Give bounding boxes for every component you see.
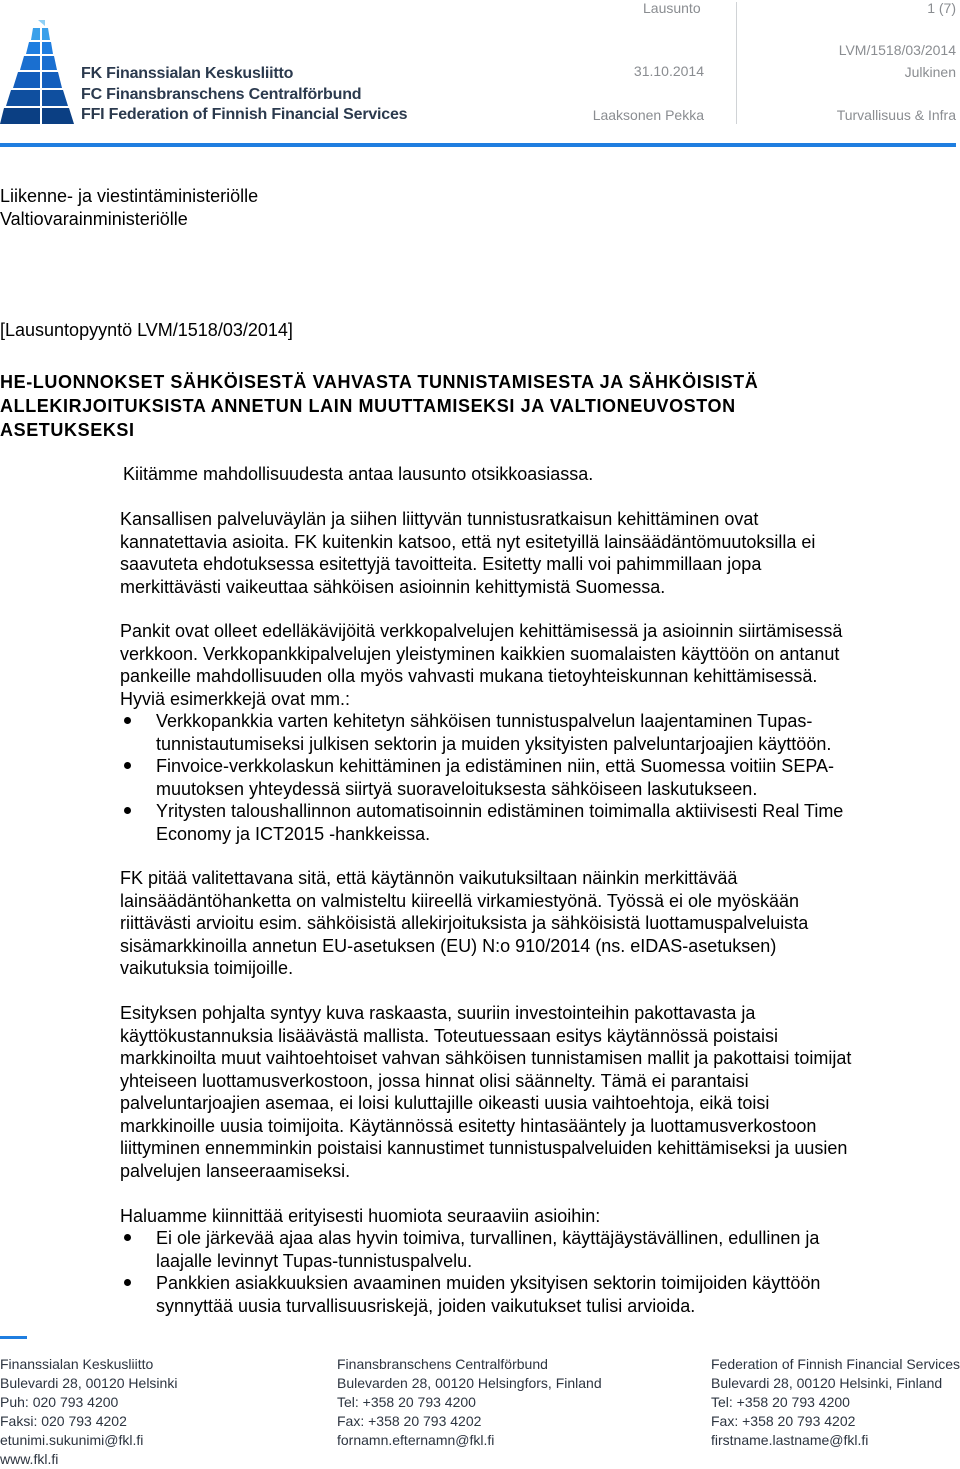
list-item-line: muutoksen yhteydessä siirtyä suoraveloituksesta sähköiseen laskutukseen. xyxy=(156,778,758,799)
doc-type: Lausunto xyxy=(643,0,701,16)
footer-address: Bulevardi 28, 00120 Helsinki, Finland xyxy=(711,1375,943,1391)
paragraph-line: verkkoon. Verkkopankkipalvelujen yleistyminen kaikkien suomalaisten käyttöön on antanut xyxy=(120,643,840,664)
doc-classification: Julkinen xyxy=(904,64,956,80)
list-item-line: Verkkopankkia varten kehitetyn sähköisen tunnistuspalvelun laajentaminen Tupas- xyxy=(156,711,813,731)
list-item-line: Ei ole järkevää ajaa alas hyvin toimiva, turvallinen, käyttäjäystävällinen, edullinen ja xyxy=(156,1228,820,1248)
header-rule xyxy=(0,143,956,147)
footer-org-name: Federation of Finnish Financial Services xyxy=(711,1356,960,1372)
paragraph-pankit xyxy=(120,620,842,710)
paragraph-line: Hyviä esimerkkejä ovat mm.: xyxy=(120,688,351,709)
logo-line-ffi: FFI Federation of Finnish Financial Services xyxy=(81,106,408,123)
recipients xyxy=(0,185,258,230)
footer-org-name: Finansbranschens Centralförbund xyxy=(337,1356,548,1372)
footer-org-name: Finanssialan Keskusliitto xyxy=(0,1356,154,1372)
list-item xyxy=(156,1272,820,1317)
bullet-dot-icon xyxy=(124,762,131,769)
title-line: HE-LUONNOKSET SÄHKÖISESTÄ VAHVASTA TUNNISTAMISESTA JA SÄHKÖISISTÄ xyxy=(0,372,759,392)
footer-fax: Faksi: 020 793 4202 xyxy=(0,1413,127,1429)
paragraph-line: Kansallisen palveluväylän ja siihen liittyvän tunnistusratkaisun kehittäminen ovat xyxy=(120,509,759,529)
list-item-line: laajalle levinnyt Tupas-tunnistuspalvelu. xyxy=(156,1250,473,1271)
logo-line-fc: FC Finansbranschens Centralförbund xyxy=(81,86,362,103)
list-item xyxy=(156,1227,819,1272)
list-item xyxy=(156,800,843,845)
fk-logo xyxy=(0,20,408,130)
paragraph-line: yhteiseen luottamusverkostoon, jossa hinnat olisi säännelty. Tämä ei parantaisi xyxy=(120,1070,749,1091)
list-item xyxy=(156,755,834,800)
footer-address: Bulevardi 28, 00120 Helsinki xyxy=(0,1375,178,1391)
paragraph-line: markkinoille uusia toimijoita. Käytännössä esitetty hintasääntely ja luottamusverkostoon xyxy=(120,1115,817,1136)
footer-col-sv xyxy=(337,1355,602,1450)
bullet-dot-icon xyxy=(124,807,131,814)
paragraph-line: palvelujen lanseeraamiseksi. xyxy=(120,1160,351,1181)
list-item xyxy=(156,710,831,755)
bullet-dot-icon xyxy=(124,1234,131,1241)
doc-reference: LVM/1518/03/2014 xyxy=(838,42,956,58)
title-line: ALLEKIRJOITUKSISTA ANNETUN LAIN MUUTTAMISEKSI JA VALTIONEUVOSTON xyxy=(0,396,736,416)
paragraph-valitettavaa xyxy=(120,867,808,980)
paragraph-line: vaikutuksia toimijoille. xyxy=(120,958,294,978)
paragraph-huomiota: Haluamme kiinnittää erityisesti huomiota seuraaviin asioihin: xyxy=(120,1206,601,1226)
paragraph-palveluvayla xyxy=(120,508,815,598)
footer-email[interactable]: etunimi.sukunimi@fkl.fi xyxy=(0,1432,144,1448)
footer-accent-mark xyxy=(0,1336,27,1339)
doc-department: Turvallisuus & Infra xyxy=(836,107,956,123)
paragraph-line: palveluntarjoajien asemaa, ei loisi kuluttajille oikeasti uusia vaihtoehtoja, eikä toisi xyxy=(120,1093,770,1113)
recipient-1: Liikenne- ja viestintäministeriölle xyxy=(0,186,259,206)
paragraph-line: merkittävästi vaikeuttaa sähköisen asioinnin kehittymistä Suomessa. xyxy=(120,576,666,597)
paragraph-line: liittyminen ennemminkin poistaisi kannustimet tunnistuspalveluiden kehittämiseksi ja uusien xyxy=(120,1138,848,1158)
footer-phone: Tel: +358 20 793 4200 xyxy=(711,1394,850,1410)
paragraph-line: kannatettavia asioita. FK kuitenkin katsoo, että nyt esitetyillä lainsäädäntömuutoksilla ei xyxy=(120,531,816,552)
footer-fax: Fax: +358 20 793 4202 xyxy=(337,1413,482,1429)
paragraph-line: Pankit ovat olleet edelläkävijöitä verkkopalvelujen kehittämisessä ja asioinnin siirtämisessä xyxy=(120,621,843,641)
footer-email[interactable]: firstname.lastname@fkl.fi xyxy=(711,1432,869,1448)
paragraph-line: FK pitää valitettavana sitä, että käytännön vaikutuksiltaan näinkin merkittävää xyxy=(120,868,738,888)
paragraph-line: saavuteta ehdotuksessa esitettyjä tavoitteita. Esitetty malli voi pahimmillaan jopa xyxy=(120,554,762,574)
document-title xyxy=(0,370,758,442)
footer-website[interactable]: www.fkl.fi xyxy=(0,1451,59,1467)
paragraph-line: pankeille mahdollisuuden olla myös vahvasti mukana tietoyhteiskunnan kehittämisessä. xyxy=(120,666,818,686)
footer-col-fi xyxy=(0,1355,177,1469)
title-line: ASETUKSEKSI xyxy=(0,420,135,440)
bullet-dot-icon xyxy=(124,717,131,724)
recipient-2: Valtiovarainministeriölle xyxy=(0,208,188,229)
list-item-line: Finvoice-verkkolaskun kehittäminen ja edistäminen niin, että Suomessa voitiin SEPA- xyxy=(156,756,834,776)
doc-author: Laaksonen Pekka xyxy=(592,107,704,123)
paragraph-line: Esityksen pohjalta syntyy kuva raskaasta, suuriin investointeihin pakottavasta ja xyxy=(120,1003,756,1023)
paragraph-line: markkinoilta muut vaihtoehtoiset vahvan sähköisen tunnistamisen mallit ja pakottaisi toimijat xyxy=(120,1048,852,1068)
footer-email[interactable]: fornamn.efternamn@fkl.fi xyxy=(337,1432,495,1448)
list-item-line: Yritysten taloushallinnon automatisoinnin edistäminen toimimalla aktiivisesti Real Time xyxy=(156,801,844,821)
footer-col-en xyxy=(711,1355,960,1450)
header-divider xyxy=(736,2,737,124)
paragraph-line: lainsäädäntöhanketta on valmisteltu kiireellä virkamiestyönä. Työssä ei ole myöskään xyxy=(120,890,800,911)
logo-line-fk: FK Finanssialan Keskusliitto xyxy=(81,65,294,82)
footer-address: Bulevarden 28, 00120 Helsingfors, Finland xyxy=(337,1375,602,1391)
footer-phone: Puh: 020 793 4200 xyxy=(0,1394,119,1410)
fk-triangle-logo-icon xyxy=(0,20,80,126)
paragraph-line: riittävästi arvioitu esim. sähköisistä allekirjoituksista ja sähköisistä luottamuspalveluista xyxy=(120,913,809,933)
page-number: 1 (7) xyxy=(927,0,956,16)
footer-phone: Tel: +358 20 793 4200 xyxy=(337,1394,476,1410)
list-item-line: Pankkien asiakkuuksien avaaminen muiden yksityisen sektorin toimijoiden käyttöön xyxy=(156,1273,821,1293)
bullet-dot-icon xyxy=(124,1279,131,1286)
request-reference: [Lausuntopyyntö LVM/1518/03/2014] xyxy=(0,320,293,340)
list-item-line: synnyttää uusia turvallisuusriskejä, joiden vaikutukset tulisi arvioida. xyxy=(156,1295,696,1316)
paragraph-line: käyttökustannuksia lisäävästä mallista. Toteutuessaan esitys käytännössä poistaisi xyxy=(120,1025,779,1046)
list-item-line: tunnistautumiseksi julkisen sektorin ja muiden yksityisten palveluntarjoajien käyttöön. xyxy=(156,733,832,754)
footer-fax: Fax: +358 20 793 4202 xyxy=(711,1413,856,1429)
doc-date: 31.10.2014 xyxy=(633,63,704,79)
paragraph-line: sisämarkkinoilla annetun EU-asetuksen (EU) N:o 910/2014 (ns. eIDAS-asetuksen) xyxy=(120,935,777,956)
list-item-line: Economy ja ICT2015 -hankkeissa. xyxy=(156,823,431,844)
paragraph-esitys xyxy=(120,1002,851,1182)
paragraph-thanks: Kiitämme mahdollisuudesta antaa lausunto otsikkoasiassa. xyxy=(123,464,594,484)
